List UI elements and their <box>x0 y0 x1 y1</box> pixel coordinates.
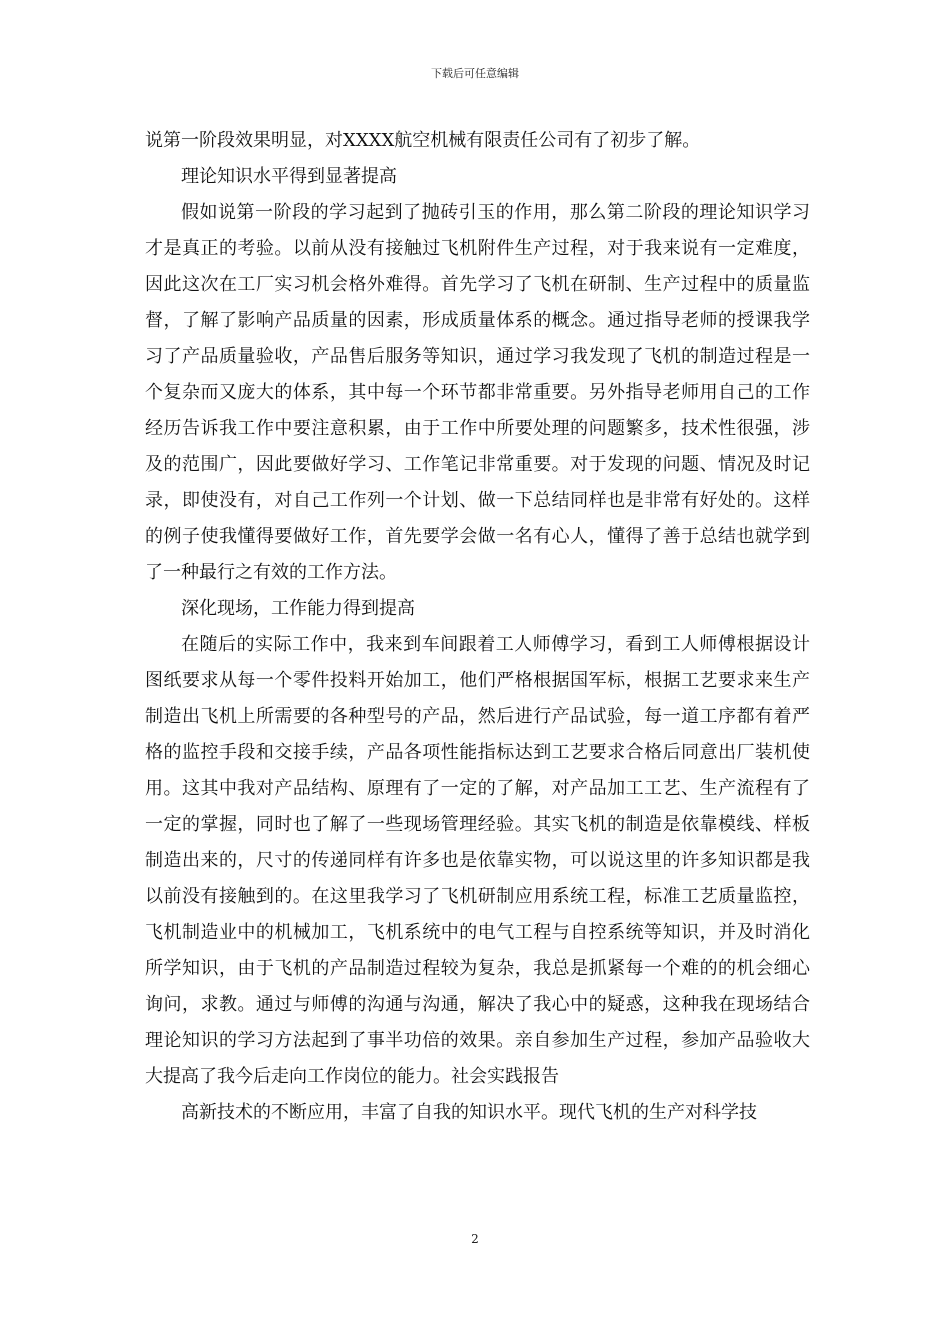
document-body <box>145 123 810 1131</box>
paragraph-theory: 假如说第一阶段的学习起到了抛砖引玉的作用，那么第二阶段的理论知识学习才是真正的考验。以前从没有接触过飞机附件生产过程，对于我来说有一定难度，因此这次在工厂实习机会格外难得。首先学习了飞机在研制、生产过程中的质量监督，了解了影响产品质量的因素，形成质量体系的概念。通过指导老师的授课我学习了产品质量验收，产品售后服务等知识，通过学习我发现了飞机的制造过程是一个复杂而又庞大的体系，其中每一个环节都非常重要。另外指导老师用自己的工作经历告诉我工作中要注意积累，由于工作中所要处理的问题繁多，技术性很强，涉及的范围广，因此要做好学习、工作笔记非常重要。对于发现的问题、情况及时记录，即使没有，对自己工作列一个计划、做一下总结同样也是非常有好处的。这样的例子使我懂得要做好工作，首先要学会做一名有心人，懂得了善于总结也就学到了一种最行之有效的工作方法。 <box>145 202 810 583</box>
paragraph-practice: 在随后的实际工作中，我来到车间跟着工人师傅学习，看到工人师傅根据设计图纸要求从每一个零件投料开始加工，他们严格根据国军标，根据工艺要求来生产制造出飞机上所需要的各种型号的产品，然后进行产品试验，每一道工序都有着严格的监控手段和交接手续，产品各项性能指标达到工艺要求合格后同意出厂装机使用。这其中我对产品结构、原理有了一定的了解，对产品加工工艺、生产流程有了一定的掌握，同时也了解了一些现场管理经验。其实飞机的制造是依靠模线、样板制造出来的，尺寸的传递同样有许多也是依靠实物，可以说这里的许多知识都是我以前没有接触到的。在这里我学习了飞机研制应用系统工程，标准工艺质量监控，飞机制造业中的机械加工，飞机系统中的电气工程与自控系统等知识，并及时消化所学知识，由于飞机的产品制造过程较为复杂，我总是抓紧每一个难的的机会细心询问，求教。通过与师傅的沟通与沟通，解决了我心中的疑惑，这种我在现场结合理论知识的学习方法起到了事半功倍的效果。亲自参加生产过程，参加产品验收大大提高了我今后走向工作岗位的能力。社会实践报告 <box>145 634 810 1087</box>
paragraph-continuation: 说第一阶段效果明显，对XXXX航空机械有限责任公司有了初步了解。 <box>145 130 701 151</box>
paragraph-technology: 高新技术的不断应用，丰富了自我的知识水平。现代飞机的生产对科学技 <box>181 1102 757 1123</box>
section-heading-practice: 深化现场，工作能力得到提高 <box>181 598 415 619</box>
page-number: 2 <box>471 1232 479 1246</box>
section-heading-theory: 理论知识水平得到显著提高 <box>181 166 397 187</box>
page-header: 下载后可任意编辑 <box>431 67 519 80</box>
